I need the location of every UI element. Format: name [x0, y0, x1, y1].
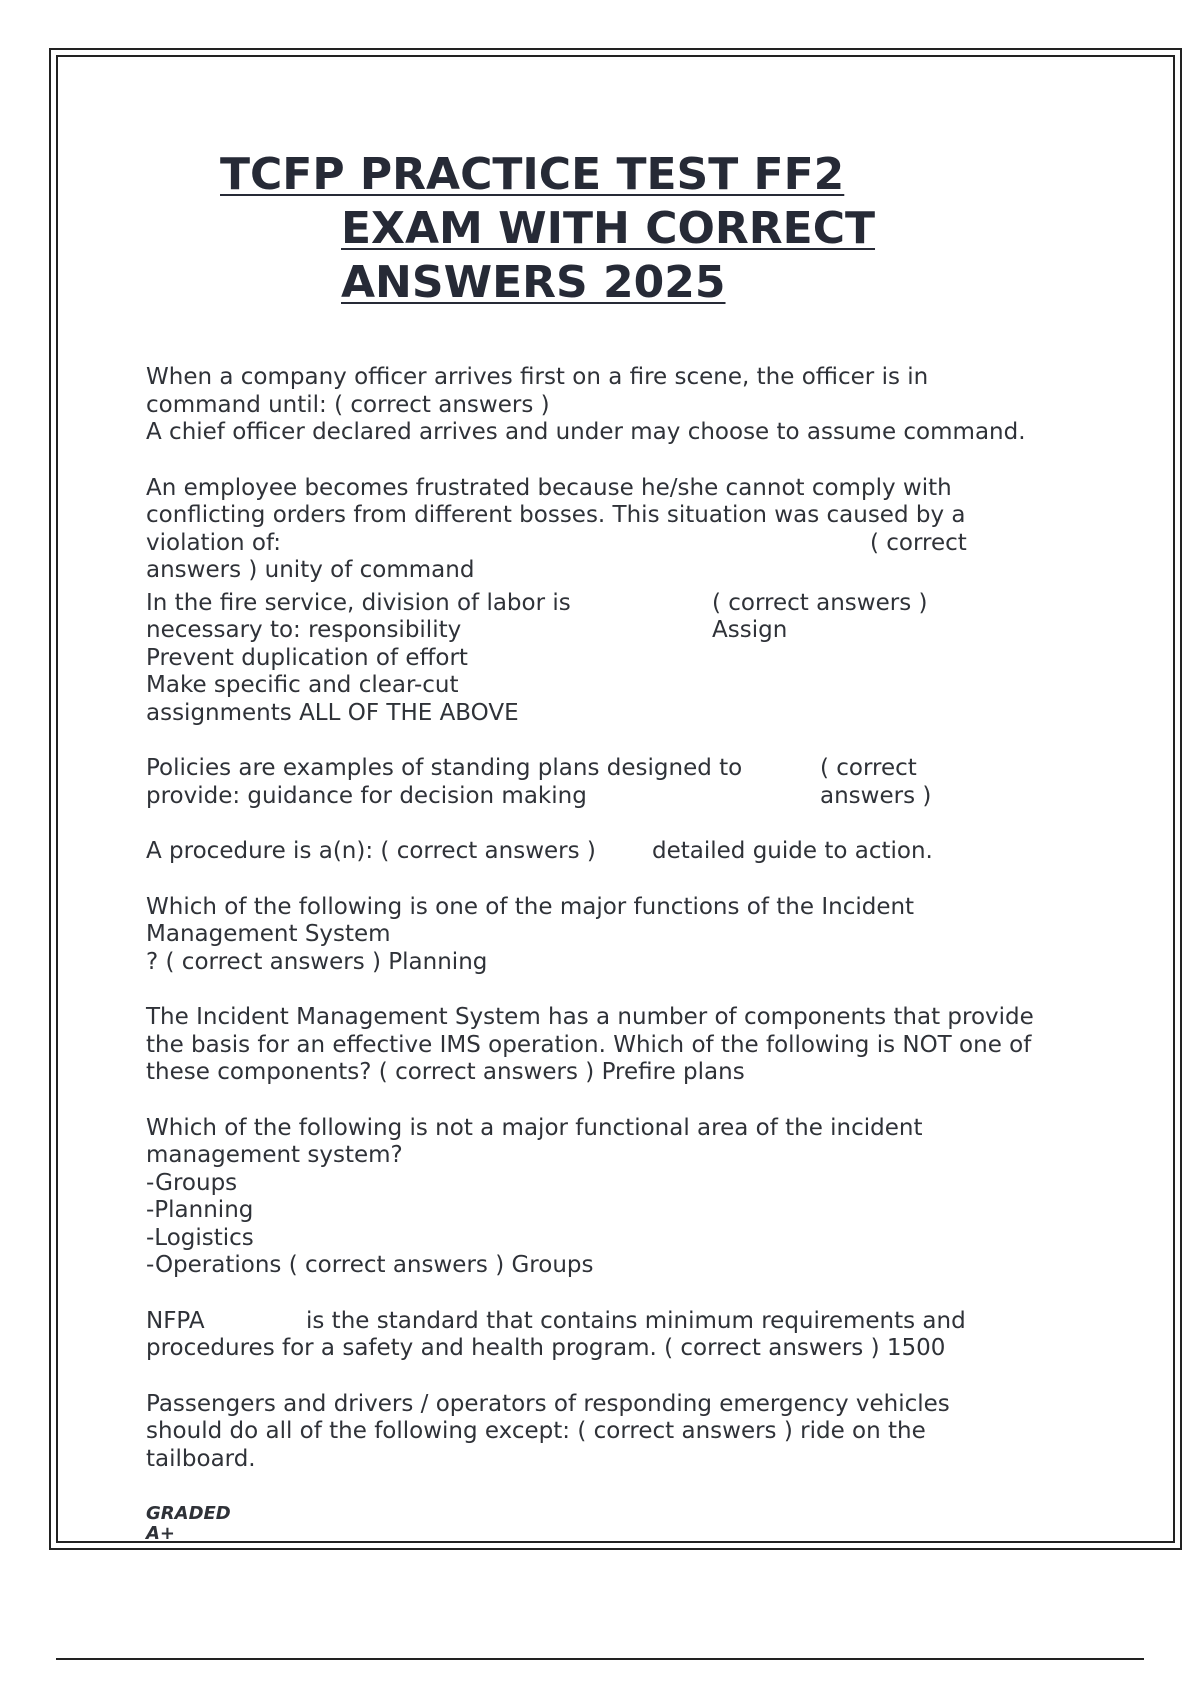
q9-line-1-right: is the standard that contains minimum requirements and [306, 1307, 966, 1334]
q1-line-2: command until: ( correct answers ) [146, 391, 550, 418]
q4-answer: provide: guidance for decision making [146, 782, 587, 809]
graded-stamp [146, 1504, 231, 1544]
q3-line-4: Make specific and clear-cut [146, 672, 459, 698]
q2-answer: answers ) unity of command [146, 557, 475, 583]
title-line-1: TCFP PRACTICE TEST FF2 [220, 149, 845, 200]
q7-answer: these components? ( correct answers ) Prefire plans [146, 1059, 745, 1085]
qa-item-8 [146, 1115, 1086, 1280]
q8-option-groups: -Groups [146, 1169, 238, 1196]
q3-line-2-right: Assign [712, 617, 788, 643]
q3-line-1-right: ( correct answers ) [712, 589, 928, 616]
q8-line-2: management system? [146, 1142, 403, 1168]
q4-line-1: Policies are examples of standing plans designed to [146, 755, 743, 781]
title-line-3: ANSWERS 2025 [341, 257, 726, 308]
document-title [220, 148, 875, 310]
q6-line-1: Which of the following is one of the major functions of the Incident [146, 893, 915, 920]
qa-item-6 [146, 894, 1086, 977]
q8-answer: -Operations ( correct answers ) Groups [146, 1252, 594, 1278]
q10-line-3: tailboard. [146, 1445, 256, 1472]
q4-line-1-right: ( correct [820, 755, 917, 781]
q8-line-1: Which of the following is not a major functional area of the incident [146, 1114, 923, 1141]
q3-line-2: necessary to: responsibility [146, 617, 462, 643]
q7-line-2: the basis for an effective IMS operation. Which of the following is NOT one of [146, 1031, 1032, 1058]
q2-line-3-right: ( correct [870, 529, 967, 556]
q6-line-2: Management System [146, 921, 391, 947]
q10-answer: should do all of the following except: ( correct answers ) ride on the [146, 1418, 926, 1444]
title-line-2: EXAM WITH CORRECT [341, 203, 876, 254]
q2-line-2: conflicting orders from different bosses. This situation was caused by a [146, 502, 966, 528]
q1-line-1: When a company officer arrives first on a fire scene, the officer is in [146, 364, 929, 390]
qa-item-2 [146, 475, 1086, 585]
grade-value: A+ [146, 1523, 176, 1544]
q5-line-1: A procedure is a(n): ( correct answers ) [146, 838, 596, 864]
q8-option-logistics: -Logistics [146, 1224, 254, 1251]
qa-content [146, 364, 1086, 1473]
qa-item-10 [146, 1391, 1086, 1474]
qa-item-5 [146, 838, 1086, 866]
qa-item-9 [146, 1308, 1086, 1363]
q4-line-2-right: answers ) [820, 782, 932, 809]
q2-line-3: violation of: [146, 529, 282, 556]
q3-line-1: In the fire service, division of labor is [146, 589, 571, 616]
q10-line-1: Passengers and drivers / operators of responding emergency vehicles [146, 1390, 950, 1417]
q3-answer: assignments ALL OF THE ABOVE [146, 699, 519, 726]
qa-item-3 [146, 590, 1086, 728]
qa-item-7 [146, 1004, 1086, 1087]
q6-answer: ? ( correct answers ) Planning [146, 948, 488, 975]
q2-line-1: An employee becomes frustrated because he/she cannot comply with [146, 474, 952, 501]
graded-label: GRADED [146, 1503, 231, 1524]
q5-answer: detailed guide to action. [652, 838, 933, 864]
q1-answer: A chief officer declared arrives and under may choose to assume command. [146, 419, 1026, 445]
q8-option-planning: -Planning [146, 1197, 254, 1223]
qa-item-4 [146, 755, 1086, 810]
q9-answer: procedures for a safety and health program. ( correct answers ) 1500 [146, 1335, 946, 1361]
q3-line-3: Prevent duplication of effort [146, 644, 468, 671]
q7-line-1: The Incident Management System has a number of components that provide [146, 1004, 1034, 1030]
q9-line-1-left: NFPA [146, 1307, 205, 1334]
footer-divider [56, 1658, 1144, 1660]
qa-item-1 [146, 364, 1086, 447]
